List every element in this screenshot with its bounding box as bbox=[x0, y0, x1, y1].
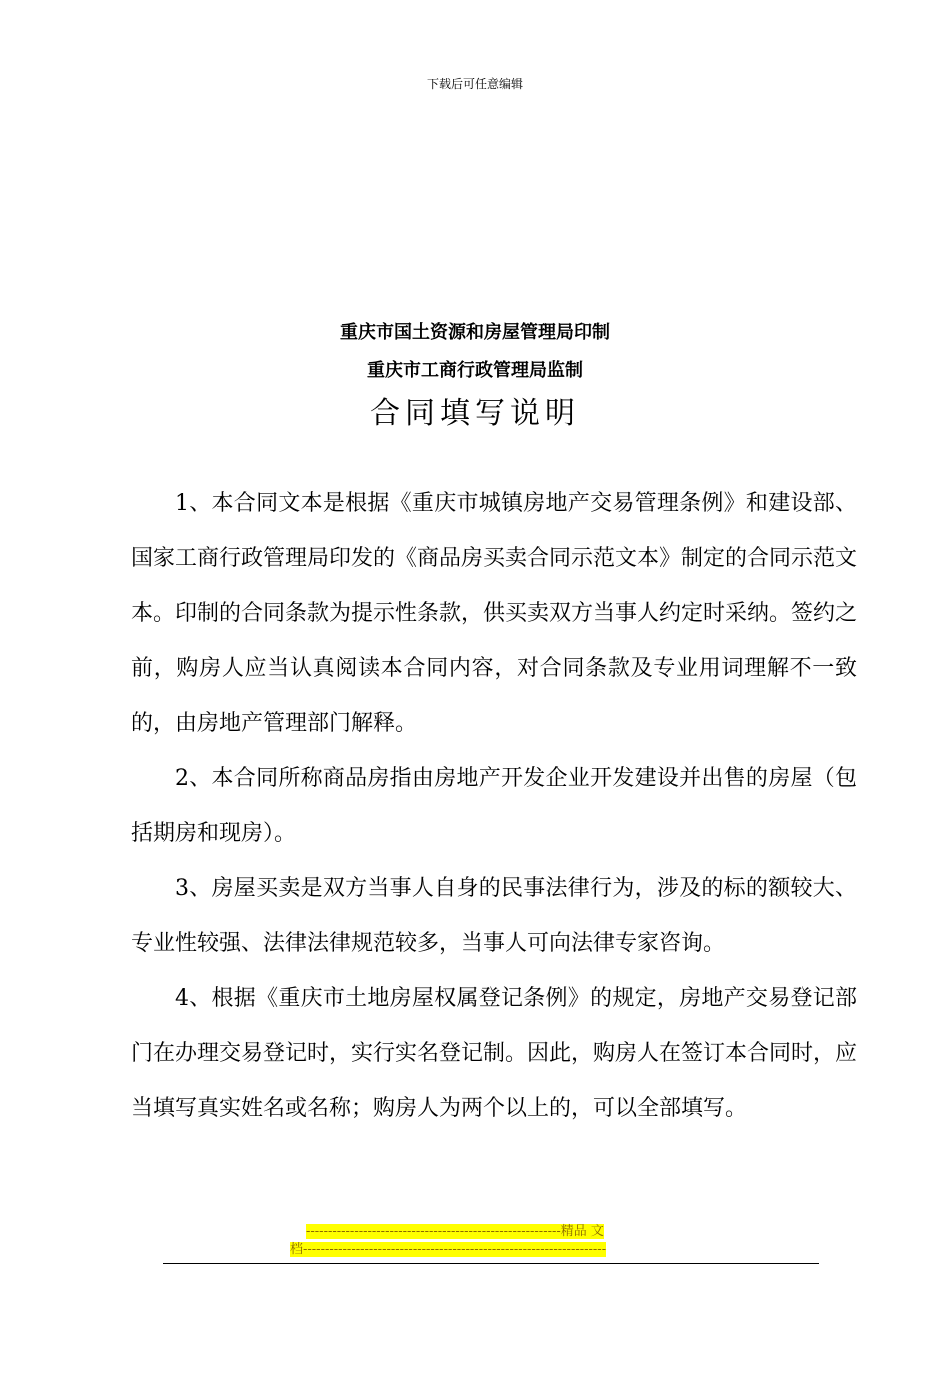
footer-banner-line-1 bbox=[290, 1223, 690, 1241]
instruction-paragraph-1: 1、本合同文本是根据《重庆市城镇房地产交易管理条例》和建设部、国家工商行政管理局印发的《商品房买卖合同示范文本》制定的合同示范文本。印制的合同条款为提示性条款，供买卖双方当事人约定时采纳。签约之前，购房人应当认真阅读本合同内容，对合同条款及专业用词理解不一致的，由房地产管理部门解释。 bbox=[131, 491, 858, 736]
instruction-paragraph-4: 4、根据《重庆市土地房屋权属登记条例》的规定，房地产交易登记部门在办理交易登记时，实行实名登记制。因此，购房人在签订本合同时，应当填写真实姓名或名称；购房人为两个以上的，可以全部填写。 bbox=[131, 986, 858, 1121]
footer-banner-text-1: ----------------------------------------------------------精品 文 bbox=[306, 1224, 604, 1239]
footer-divider bbox=[163, 1263, 819, 1264]
footer-watermark-banner bbox=[290, 1223, 690, 1259]
instruction-paragraph-3: 3、房屋买卖是双方当事人自身的民事法律行为，涉及的标的额较大、专业性较强、法律法律规范较多，当事人可向法律专家咨询。 bbox=[131, 876, 857, 956]
issuer-line-supervising-authority: 重庆市工商行政管理局监制 bbox=[367, 360, 583, 381]
instructions-body bbox=[131, 476, 857, 1136]
page-header-note: 下载后可任意编辑 bbox=[426, 77, 523, 91]
document-title: 合同填写说明 bbox=[370, 396, 580, 431]
instruction-paragraph-2: 2、本合同所称商品房指由房地产开发企业开发建设并出售的房屋（包括期房和现房）。 bbox=[131, 766, 857, 846]
footer-banner-line-2 bbox=[290, 1241, 690, 1259]
footer-banner-text-2: 档--------------------------------------------------------------------- bbox=[290, 1242, 607, 1257]
issuer-line-printing-authority: 重庆市国土资源和房屋管理局印制 bbox=[340, 322, 610, 343]
